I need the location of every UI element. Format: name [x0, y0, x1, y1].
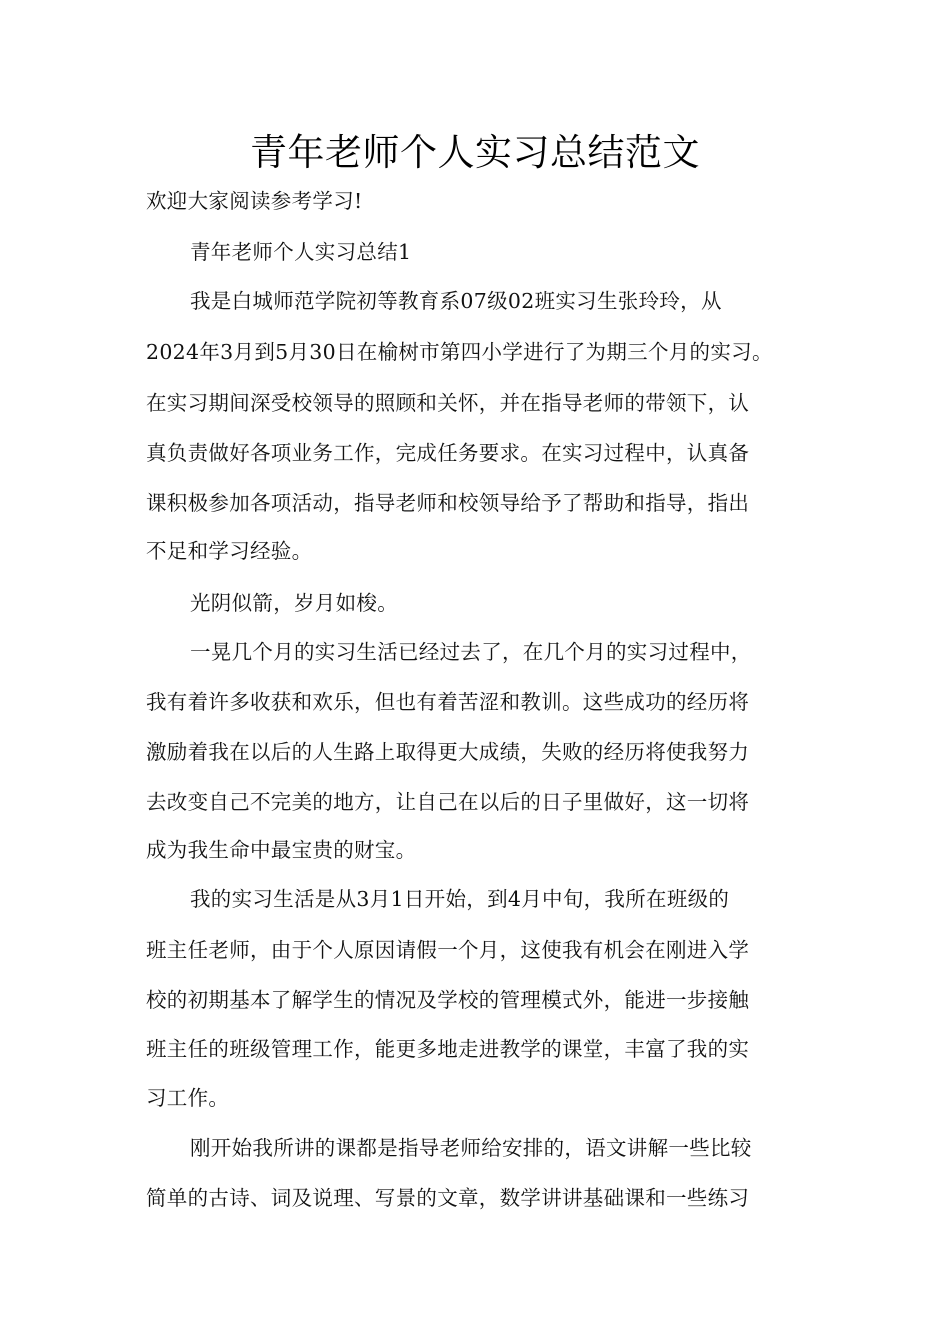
paragraph-3-line-2: 我有着许多收获和欢乐，但也有着苦涩和教训。这些成功的经历将	[146, 690, 750, 714]
paragraph-4-line-4: 班主任的班级管理工作，能更多地走进教学的课堂，丰富了我的实	[146, 1037, 750, 1061]
intro-line: 欢迎大家阅读参考学习!	[146, 189, 363, 213]
paragraph-1-line-4: 真负责做好各项业务工作，完成任务要求。在实习过程中，认真备	[146, 441, 750, 465]
paragraph-4-line-3: 校的初期基本了解学生的情况及学校的管理模式外，能进一步接触	[146, 988, 750, 1012]
paragraph-1-line-6: 不足和学习经验。	[146, 539, 313, 563]
paragraph-1-line-5: 课积极参加各项活动，指导老师和校领导给予了帮助和指导，指出	[146, 491, 750, 515]
paragraph-5-line-1: 刚开始我所讲的课都是指导老师给安排的，语文讲解一些比较	[190, 1136, 752, 1160]
paragraph-3-line-5: 成为我生命中最宝贵的财宝。	[146, 838, 417, 862]
document-title: 青年老师个人实习总结范文	[250, 131, 700, 174]
paragraph-3-line-1: 一晃几个月的实习生活已经过去了，在几个月的实习过程中，	[190, 640, 752, 664]
paragraph-2-line-1: 光阴似箭，岁月如梭。	[190, 591, 398, 615]
paragraph-5-line-2: 简单的古诗、词及说理、写景的文章，数学讲讲基础课和一些练习	[146, 1186, 750, 1210]
paragraph-1-line-1: 我是白城师范学院初等教育系07级02班实习生张玲玲，从	[190, 289, 722, 313]
paragraph-1-line-2: 2024年3月到5月30日在榆树市第四小学进行了为期三个月的实习。	[146, 340, 773, 364]
section-heading: 青年老师个人实习总结1	[190, 240, 412, 264]
paragraph-4-line-2: 班主任老师，由于个人原因请假一个月，这使我有机会在刚进入学	[146, 938, 750, 962]
paragraph-3-line-4: 去改变自己不完美的地方，让自己在以后的日子里做好，这一切将	[146, 790, 750, 814]
paragraph-4-line-1: 我的实习生活是从3月1日开始，到4月中旬，我所在班级的	[190, 887, 730, 911]
paragraph-3-line-3: 激励着我在以后的人生路上取得更大成绩，失败的经历将使我努力	[146, 740, 750, 764]
paragraph-1-line-3: 在实习期间深受校领导的照顾和关怀，并在指导老师的带领下，认	[146, 391, 750, 415]
paragraph-4-line-5: 习工作。	[146, 1086, 230, 1110]
